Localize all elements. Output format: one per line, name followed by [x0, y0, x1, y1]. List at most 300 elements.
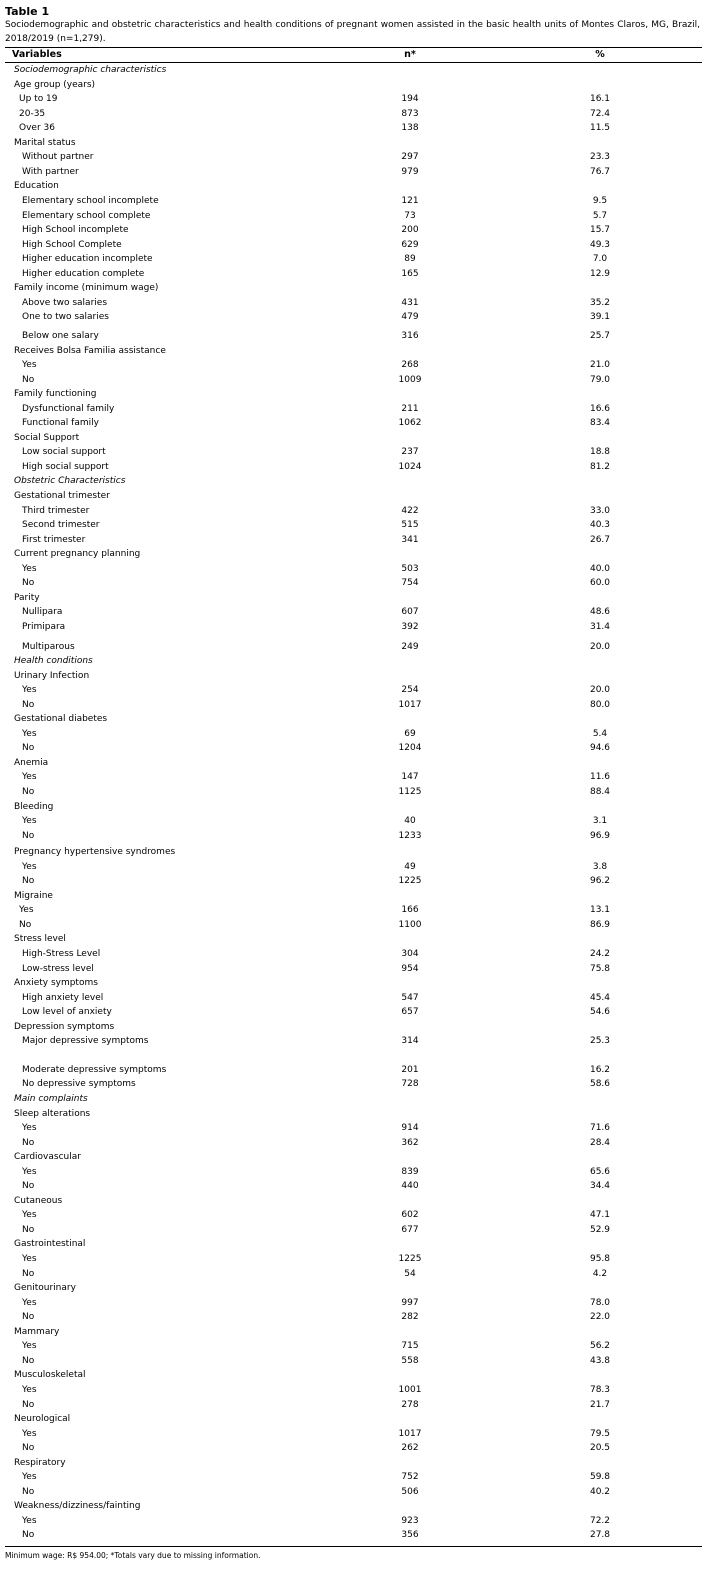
- row-label: Low social support: [22, 447, 106, 458]
- variable-heading-row: [0, 1499, 707, 1514]
- row-label: No: [22, 1443, 35, 1454]
- variable-heading-row: [0, 800, 707, 815]
- row-n-value: 558: [401, 1355, 419, 1366]
- row-label: No: [22, 699, 35, 710]
- row-percent-value: 40.2: [589, 1486, 611, 1497]
- table-row: [0, 1223, 707, 1238]
- variable-heading-row: [0, 344, 707, 359]
- row-percent-value: 34.4: [589, 1181, 611, 1192]
- row-label: Yes: [22, 1123, 37, 1133]
- row-percent-value: 96.2: [589, 876, 611, 887]
- table-row: [0, 1485, 707, 1500]
- table-title: Table 1: [5, 5, 50, 18]
- row-percent-value: 83.4: [589, 418, 611, 429]
- table-row: [0, 860, 707, 875]
- row-percent-value: 96.9: [589, 830, 611, 841]
- table-row: [0, 1383, 707, 1398]
- row-n-value: 138: [401, 123, 419, 134]
- row-label: Yes: [22, 1254, 37, 1264]
- row-percent-value: 78.3: [589, 1384, 611, 1395]
- row-label: First trimester: [22, 534, 86, 545]
- table-row: [0, 107, 707, 122]
- row-n-value: 40: [404, 816, 416, 826]
- row-percent-value: 12.9: [589, 268, 611, 279]
- row-n-value: 1001: [398, 1384, 422, 1395]
- table-caption: Sociodemographic and obstetric characteristics and health conditions of pregnant women assisted in the basic health units of Montes Claros, MG, Brazil, 2018/2019 (n=1,279).: [5, 20, 700, 44]
- table-row: [0, 445, 707, 460]
- row-label: Sociodemographic characteristics: [14, 65, 167, 75]
- table-row: [0, 223, 707, 238]
- table-row: [0, 1034, 707, 1049]
- row-n-value: 1017: [398, 699, 422, 710]
- row-n-value: 954: [401, 963, 419, 974]
- row-percent-value: 25.7: [589, 330, 611, 341]
- variable-heading-row: [0, 179, 707, 194]
- variable-heading-row: [0, 712, 707, 727]
- row-n-value: 297: [401, 152, 419, 163]
- row-label: No: [22, 1312, 35, 1323]
- table-row: [0, 1354, 707, 1369]
- row-n-value: 1233: [398, 830, 422, 841]
- row-percent-value: 27.8: [589, 1530, 611, 1541]
- variable-heading-row: [0, 932, 707, 947]
- row-label: Health conditions: [14, 656, 93, 666]
- row-label: No: [19, 919, 32, 930]
- row-label: No: [22, 743, 35, 754]
- row-n-value: 262: [401, 1443, 419, 1454]
- table-row: [0, 296, 707, 311]
- row-label: No: [22, 374, 35, 385]
- row-n-value: 249: [401, 641, 419, 652]
- row-n-value: 715: [401, 1341, 419, 1352]
- row-percent-value: 58.6: [589, 1079, 611, 1090]
- section-heading-row: [0, 654, 707, 669]
- row-label: Yes: [22, 1210, 37, 1221]
- table-row: [0, 150, 707, 165]
- table-row: [0, 640, 707, 655]
- row-percent-value: 49.3: [589, 239, 611, 250]
- row-percent-value: 35.2: [589, 297, 611, 308]
- row-percent-value: 65.6: [589, 1166, 611, 1177]
- table-row: [0, 1063, 707, 1078]
- row-n-value: 69: [404, 728, 416, 739]
- table-row: [0, 620, 707, 635]
- table-row: [0, 698, 707, 713]
- row-label: No: [22, 786, 35, 797]
- row-label: High anxiety level: [22, 992, 104, 1003]
- row-n-value: 1100: [398, 919, 422, 930]
- table-footnote: Minimum wage: R$ 954.00; *Totals vary due to missing information.: [5, 1551, 261, 1560]
- row-percent-value: 4.2: [592, 1268, 608, 1279]
- row-label: Third trimester: [22, 505, 90, 516]
- row-label: Nullipara: [22, 607, 63, 618]
- row-percent-value: 16.6: [589, 403, 611, 414]
- row-label: Yes: [22, 685, 37, 696]
- variable-heading-row: [0, 1020, 707, 1035]
- row-percent-value: 23.3: [589, 152, 611, 163]
- row-n-value: 629: [401, 239, 419, 250]
- row-percent-value: 7.0: [592, 254, 608, 265]
- row-label: High School Complete: [22, 239, 122, 250]
- row-n-value: 873: [401, 108, 419, 119]
- row-percent-value: 40.3: [589, 520, 611, 531]
- row-percent-value: 28.4: [589, 1137, 611, 1148]
- row-label: Yes: [22, 816, 37, 826]
- table-row: [0, 194, 707, 209]
- row-n-value: 1204: [398, 743, 422, 754]
- row-label: High social support: [22, 461, 109, 472]
- variable-heading-row: [0, 1194, 707, 1209]
- row-n-value: 166: [401, 905, 419, 916]
- row-label: High-Stress Level: [22, 949, 101, 959]
- row-n-value: 503: [401, 563, 419, 574]
- row-label: Parity: [14, 592, 40, 603]
- row-label: Moderate depressive symptoms: [22, 1064, 167, 1075]
- row-label: Cutaneous: [14, 1195, 63, 1206]
- table-row: [0, 1077, 707, 1092]
- row-percent-value: 48.6: [589, 607, 611, 618]
- row-percent-value: 59.8: [589, 1472, 611, 1483]
- variable-heading-row: [0, 1368, 707, 1383]
- row-percent-value: 3.8: [592, 861, 608, 872]
- row-label: Gestational diabetes: [14, 714, 108, 725]
- row-label: Gastrointestinal: [14, 1239, 86, 1250]
- row-percent-value: 24.2: [589, 949, 611, 959]
- row-label: One to two salaries: [22, 312, 109, 323]
- row-label: 20-35: [19, 108, 46, 119]
- row-label: Below one salary: [22, 330, 99, 341]
- row-percent-value: 95.8: [589, 1254, 611, 1264]
- row-n-value: 754: [401, 578, 419, 589]
- row-label: Receives Bolsa Familia assistance: [14, 345, 166, 356]
- row-percent-value: 43.8: [589, 1355, 611, 1366]
- variable-heading-row: [0, 281, 707, 296]
- row-label: Current pregnancy planning: [14, 549, 141, 560]
- row-percent-value: 25.3: [589, 1036, 611, 1047]
- table-row: [0, 209, 707, 224]
- row-label: No: [22, 876, 35, 887]
- row-n-value: 194: [401, 94, 419, 105]
- row-percent-value: 31.4: [589, 621, 611, 632]
- row-label: Yes: [22, 563, 37, 574]
- row-percent-value: 9.5: [592, 195, 608, 206]
- row-label: Obstetric Characteristics: [14, 476, 126, 487]
- row-n-value: 440: [401, 1181, 419, 1192]
- row-percent-value: 78.0: [589, 1297, 611, 1308]
- row-n-value: 201: [401, 1064, 419, 1075]
- row-label: Marital status: [14, 137, 76, 148]
- row-percent-value: 21.0: [589, 360, 611, 370]
- row-n-value: 657: [401, 1007, 419, 1018]
- row-n-value: 728: [401, 1079, 419, 1090]
- row-n-value: 431: [401, 297, 419, 308]
- row-percent-value: 45.4: [589, 992, 611, 1003]
- variable-heading-row: [0, 889, 707, 904]
- row-label: No: [22, 578, 35, 589]
- row-percent-value: 39.1: [589, 312, 611, 323]
- table-row: [0, 1252, 707, 1267]
- row-label: Genitourinary: [14, 1283, 76, 1294]
- table-row: [0, 918, 707, 933]
- row-n-value: 752: [401, 1472, 419, 1483]
- table-row: [0, 991, 707, 1006]
- table-row: [0, 238, 707, 253]
- table-row: [0, 741, 707, 756]
- row-percent-value: 79.0: [589, 374, 611, 385]
- row-label: Neurological: [14, 1414, 71, 1424]
- row-label: Yes: [22, 1515, 37, 1526]
- row-label: Functional family: [22, 418, 99, 429]
- row-n-value: 839: [401, 1166, 419, 1177]
- row-label: Musculoskeletal: [14, 1370, 86, 1381]
- row-percent-value: 5.7: [592, 210, 608, 221]
- variable-heading-row: [0, 489, 707, 504]
- row-label: Up to 19: [19, 94, 58, 105]
- table-row: [0, 1136, 707, 1151]
- row-n-value: 211: [401, 403, 419, 414]
- variable-heading-row: [0, 136, 707, 151]
- row-n-value: 997: [401, 1297, 419, 1308]
- row-n-value: 422: [401, 505, 419, 516]
- table-row: [0, 576, 707, 591]
- table-row: [0, 829, 707, 844]
- row-label: Anemia: [14, 757, 49, 768]
- row-percent-value: 16.2: [589, 1064, 611, 1075]
- row-label: Pregnancy hypertensive syndromes: [14, 847, 176, 858]
- variable-heading-row: [0, 976, 707, 991]
- variable-heading-row: [0, 387, 707, 402]
- row-n-value: 254: [401, 685, 419, 696]
- table-bottom-rule: [5, 1546, 702, 1547]
- table-row: [0, 402, 707, 417]
- row-n-value: 547: [401, 992, 419, 1003]
- row-percent-value: 75.8: [589, 963, 611, 974]
- row-n-value: 923: [401, 1515, 419, 1526]
- table-row: [0, 267, 707, 282]
- row-label: High School incomplete: [22, 225, 129, 236]
- row-percent-value: 94.6: [589, 743, 611, 754]
- row-label: Family income (minimum wage): [14, 283, 159, 294]
- row-n-value: 1225: [398, 876, 422, 887]
- row-label: Major depressive symptoms: [22, 1036, 149, 1047]
- row-label: Family functioning: [14, 389, 97, 400]
- table-row: [0, 121, 707, 136]
- row-n-value: 479: [401, 312, 419, 323]
- table-row: [0, 903, 707, 918]
- row-percent-value: 20.0: [589, 641, 611, 652]
- table-row: [0, 785, 707, 800]
- section-heading-row: [0, 63, 707, 78]
- table-row: [0, 1179, 707, 1194]
- row-n-value: 362: [401, 1137, 419, 1148]
- variable-heading-row: [0, 1412, 707, 1427]
- row-percent-value: 47.1: [589, 1210, 611, 1221]
- row-label: Yes: [22, 1166, 37, 1177]
- row-n-value: 304: [401, 949, 419, 959]
- row-n-value: 49: [404, 861, 416, 872]
- table-row: [0, 329, 707, 344]
- table-row: [0, 373, 707, 388]
- row-label: Above two salaries: [22, 297, 108, 308]
- row-percent-value: 56.2: [589, 1341, 611, 1352]
- row-n-value: 1125: [398, 786, 422, 797]
- row-n-value: 1017: [398, 1428, 422, 1439]
- row-n-value: 1024: [398, 461, 422, 472]
- row-percent-value: 72.4: [589, 108, 611, 119]
- row-label: Yes: [22, 1428, 37, 1439]
- table-row: [0, 92, 707, 107]
- table-row: [0, 1005, 707, 1020]
- row-label: No: [22, 1486, 35, 1497]
- row-label: Elementary school incomplete: [22, 195, 159, 206]
- row-n-value: 341: [401, 534, 419, 545]
- row-percent-value: 76.7: [589, 166, 611, 177]
- row-percent-value: 86.9: [589, 919, 611, 930]
- row-n-value: 677: [401, 1224, 419, 1235]
- row-percent-value: 60.0: [589, 578, 611, 589]
- row-label: Mammary: [14, 1326, 60, 1337]
- table-row: [0, 416, 707, 431]
- row-percent-value: 88.4: [589, 786, 611, 797]
- row-n-value: 73: [404, 210, 416, 221]
- table-row: [0, 562, 707, 577]
- row-label: Elementary school complete: [22, 210, 151, 221]
- table-row: [0, 605, 707, 620]
- row-label: Yes: [22, 1341, 37, 1352]
- row-label: With partner: [22, 166, 79, 177]
- row-label: Without partner: [22, 152, 94, 163]
- row-n-value: 979: [401, 166, 419, 177]
- column-header-percent: %: [595, 49, 605, 60]
- row-n-value: 121: [401, 195, 419, 206]
- row-label: Low level of anxiety: [22, 1007, 112, 1018]
- table-row: [0, 962, 707, 977]
- row-percent-value: 81.2: [589, 461, 611, 472]
- row-n-value: 356: [401, 1530, 419, 1541]
- row-label: Stress level: [14, 934, 66, 945]
- table-row: [0, 518, 707, 533]
- variable-heading-row: [0, 1237, 707, 1252]
- row-n-value: 392: [401, 621, 419, 632]
- row-label: Yes: [22, 861, 37, 872]
- row-n-value: 607: [401, 607, 419, 618]
- row-n-value: 165: [401, 268, 419, 279]
- table-row: [0, 252, 707, 267]
- row-percent-value: 15.7: [589, 225, 611, 236]
- row-percent-value: 79.5: [589, 1428, 611, 1439]
- row-label: Yes: [19, 905, 34, 916]
- table-row: [0, 947, 707, 962]
- table-row: [0, 165, 707, 180]
- row-n-value: 515: [401, 520, 419, 531]
- row-label: Yes: [22, 1472, 37, 1483]
- table-row: [0, 358, 707, 373]
- row-percent-value: 72.2: [589, 1515, 611, 1526]
- row-label: Multiparous: [22, 641, 75, 652]
- row-percent-value: 5.4: [592, 728, 608, 739]
- row-label: Low-stress level: [22, 963, 94, 974]
- row-percent-value: 52.9: [589, 1224, 611, 1235]
- variable-heading-row: [0, 1281, 707, 1296]
- row-label: No: [22, 1399, 35, 1410]
- variable-heading-row: [0, 591, 707, 606]
- table-row: [0, 1398, 707, 1413]
- row-label: No: [22, 1355, 35, 1366]
- row-label: Yes: [22, 1297, 37, 1308]
- row-label: No: [22, 1530, 35, 1541]
- row-label: Cardiovascular: [14, 1152, 81, 1163]
- row-n-value: 54: [404, 1268, 416, 1279]
- row-label: No depressive symptoms: [22, 1079, 136, 1090]
- row-percent-value: 80.0: [589, 699, 611, 710]
- row-label: Weakness/dizziness/fainting: [14, 1501, 141, 1512]
- row-n-value: 147: [401, 772, 419, 783]
- row-n-value: 506: [401, 1486, 419, 1497]
- table-row: [0, 683, 707, 698]
- row-percent-value: 11.6: [589, 772, 611, 783]
- row-label: Age group (years): [14, 79, 96, 90]
- row-label: Yes: [22, 772, 37, 783]
- row-label: Higher education complete: [22, 268, 145, 279]
- row-label: Over 36: [19, 123, 55, 134]
- row-percent-value: 20.5: [589, 1443, 611, 1454]
- row-percent-value: 18.8: [589, 447, 611, 458]
- row-label: No: [22, 1137, 35, 1148]
- row-n-value: 268: [401, 360, 419, 370]
- row-percent-value: 13.1: [589, 905, 611, 916]
- row-label: Anxiety symptoms: [14, 978, 98, 989]
- row-label: Respiratory: [14, 1457, 66, 1468]
- row-percent-value: 71.6: [589, 1123, 611, 1133]
- row-n-value: 1062: [398, 418, 422, 429]
- row-n-value: 237: [401, 447, 419, 458]
- row-label: No: [22, 830, 35, 841]
- variable-heading-row: [0, 431, 707, 446]
- row-label: Dysfunctional family: [22, 403, 115, 414]
- row-label: No: [22, 1268, 35, 1279]
- row-label: Yes: [22, 360, 37, 370]
- section-heading-row: [0, 1092, 707, 1107]
- variable-heading-row: [0, 845, 707, 860]
- row-n-value: 602: [401, 1210, 419, 1221]
- table-row: [0, 504, 707, 519]
- table-row: [0, 770, 707, 785]
- row-n-value: 282: [401, 1312, 419, 1323]
- table-row: [0, 460, 707, 475]
- table-row: [0, 1310, 707, 1325]
- table-row: [0, 814, 707, 829]
- variable-heading-row: [0, 547, 707, 562]
- section-heading-row: [0, 474, 707, 489]
- table-row: [0, 1208, 707, 1223]
- row-percent-value: 16.1: [589, 94, 611, 105]
- table-row: [0, 874, 707, 889]
- table-row: [0, 1165, 707, 1180]
- row-n-value: 89: [404, 254, 416, 265]
- variable-heading-row: [0, 669, 707, 684]
- row-label: Yes: [22, 728, 37, 739]
- row-label: Education: [14, 181, 59, 192]
- table-row: [0, 533, 707, 548]
- row-label: Yes: [22, 1384, 37, 1395]
- row-label: Main complaints: [14, 1093, 88, 1104]
- table-row: [0, 310, 707, 325]
- row-label: Second trimester: [22, 520, 100, 531]
- row-label: No: [22, 1224, 35, 1235]
- column-header-n: n*: [404, 49, 416, 60]
- column-header-variables: Variables: [12, 49, 62, 60]
- table-row: [0, 1296, 707, 1311]
